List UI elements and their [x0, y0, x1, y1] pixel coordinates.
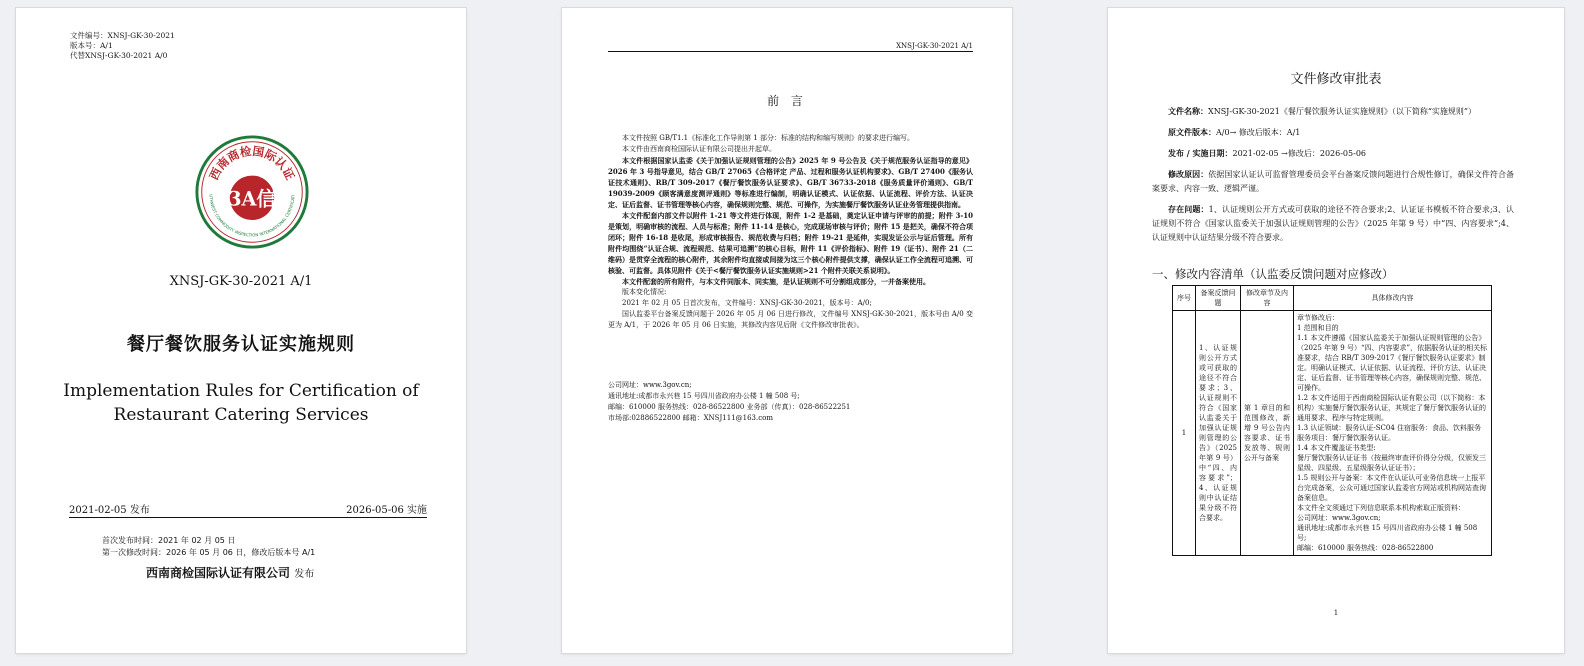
page-header: XNSJ-GK-30-2021 A/1 [608, 42, 973, 52]
revision-history [102, 535, 315, 559]
section-title: 一、修改内容清单（认监委反馈问题对应修改） [1152, 267, 1394, 281]
issues-row [1152, 202, 1514, 245]
seal-center-text: 3A信 [228, 187, 276, 211]
detail-line: 本文件全文须通过下列信息联系本机构索取正版资料： [1297, 504, 1465, 512]
foreword-paragraph: 2021 年 02 月 05 日首次发布，文件编号：XNSJ-GK-30-2021，版本号：A/0; [622, 299, 872, 307]
field-value: 1、认证规则公开方式或可获取的途径不符合要求;2、认证证书模板不符合要求;3、认证规则不符合《国家认监委关于加强认证规则管理的公告》（2025 年第 9 号）中“四、内容要求”;4、认证规则中认证结果分级不符合要求。 [1152, 205, 1514, 242]
market-email: 市场部:02886522800 邮箱：XNSJ111@163.com [608, 414, 774, 422]
table-row [1173, 311, 1492, 556]
table-header: 备案反馈问题 [1196, 286, 1241, 311]
replaces-version: 代替XNSJ-GK-30-2021 A/0 [70, 51, 168, 60]
contact-info [608, 380, 973, 424]
first-revision: 第一次修改时间：2026 年 05 月 06 日，修改后版本号 A/1 [102, 548, 316, 557]
detail-line: 通讯地址:成都市永兴巷 15 号四川省政府办公楼 1 幢 508 号; [1297, 524, 1478, 542]
table-header: 修改章节及内容 [1241, 286, 1294, 311]
document-page-cover [16, 8, 466, 653]
detail-line: 1.3 认证领域：服务认证-SC04 住宿服务：食品、饮料服务 [1297, 424, 1482, 432]
publish-date: 2021-02-05 发布 [69, 505, 150, 516]
table-header-row [1173, 286, 1492, 311]
row-index: 1 [1173, 311, 1196, 556]
postcode-hotline: 邮编：610000 服务热线：028-86522800 业务部（传真）：028-86522251 [608, 403, 851, 411]
certification-seal-logo [194, 134, 310, 250]
field-label: 发布 / 实施日期： [1168, 148, 1233, 158]
file-number: 文件编号：XNSJ-GK-30-2021 [70, 31, 175, 40]
field-label: 修改原因： [1168, 169, 1209, 179]
document-title-en [16, 379, 466, 427]
publish-effective-dates [69, 501, 427, 518]
document-page-foreword [562, 8, 1012, 653]
seal-bottom-text: UTHWEST COMMODITY INSPECTION INTERNATIONAL CERTIFICATI [208, 194, 296, 238]
approval-form-title: 文件修改审批表 [1290, 72, 1382, 87]
version-row [1152, 125, 1514, 140]
row-chapter: 第 1 章目的和范围修改，新增 9 号公告内容要求、证书发放等、规则公开与备案 [1241, 311, 1294, 556]
company-address: 通讯地址:成都市永兴巷 15 号四川省政府办公楼 1 幢 508 号; [608, 392, 800, 400]
first-release: 首次发布时间：2021 年 02 月 05 日 [102, 536, 236, 545]
field-value: A/0→ 修改后版本：A/1 [1216, 128, 1301, 137]
cover-meta [70, 31, 175, 61]
publisher-suffix: 发布 [294, 569, 315, 580]
detail-line: 公司网址：www.3gov.cn; [1297, 514, 1381, 522]
file-name-row [1152, 104, 1514, 119]
foreword-paragraph: 本文件配套内部文件以附件 1-21 等文件进行体现，附件 1-2 是基础，奠定认证申请与评审的前提；附件 3-10 是策划，明确审核的流程、人员与标准；附件 11-14 是核心，完成现场审核与评价；附件 15 是把关，确保不符合项闭环；附件 16-18 是收尾，形成审核报告、规范收费与归档；附件 19-21 是延伸，实现发证公示与证后管理。所有附件均围绕“认证合规、流程规范、结果可追溯”的核心目标，附件 11《评价指标》、附件 19（证书）、附件 21（二维码）是贯穿全流程的核心附件，其余附件均直接或间接为这三个核心附件提供支撑，确保认证工作全流程可追溯、可核验、可监督。具体见附件《关于<餐厅餐饮服务认证实施规则>21 个附件关联关系说明》。 [608, 211, 973, 275]
detail-line: 1.5 规则公开与备案：本文件在认证认可业务信息统一上报平台完成备案，公众可通过国家认监委官方网站或机构网站查询备案信息。 [1297, 474, 1486, 502]
approval-form-fields [1152, 104, 1514, 251]
detail-line: 服务项目：餐厅餐饮服务认证。 [1297, 434, 1395, 442]
foreword-paragraph: 本文件按照 GB/T1.1《标准化工作导则第 1 部分：标准的结构和编写规则》的要求进行编写。 [622, 134, 915, 142]
version-number: 版本号：A/1 [70, 41, 113, 50]
field-value: 2021-02-05 →修改后：2026-05-06 [1232, 149, 1366, 158]
field-label: 存在问题： [1168, 204, 1209, 214]
detail-line: 1.1 本文件遵循《国家认监委关于加强认证规则管理的公告》（2025 年第 9 号）“四、内容要求”，依据服务认证的相关标准要求，结合 RB/T 309-2017《餐厅餐饮服务认证要求》制定。明确认证模式、认证依据、认证流程、评价方法、认证决定、证后监督、证书管理等核心内容，确保规则完整、规范、可操作。 [1297, 334, 1488, 392]
foreword-paragraph: 版本变化情况: [622, 288, 667, 296]
publisher-name: 西南商检国际认证有限公司 [146, 566, 291, 580]
foreword-title: 前 言 [767, 94, 807, 108]
reason-row [1152, 167, 1514, 196]
title-en-line2: Restaurant Catering Services [113, 405, 369, 425]
detail-line: 邮编：610000 服务热线：028-86522800 [1297, 544, 1434, 552]
field-label: 文件名称： [1168, 106, 1208, 116]
dates-row [1152, 146, 1514, 161]
foreword-paragraph: 本文件由西南商检国际认证有限公司提出并起草。 [622, 145, 776, 153]
foreword-paragraph: 国认监委平台备案反馈问题于 2026 年 05 月 06 日进行修改，文件编号 XNSJ-GK-30-2021，版本号由 A/0 变更为 A/1，于 2026 年 05 月 06 日实施，其修改内容见后附《文件修改审批表》。 [608, 310, 973, 329]
table-header: 具体修改内容 [1294, 286, 1492, 311]
publisher [146, 564, 314, 581]
field-label: 原文件版本： [1168, 127, 1216, 137]
effective-date: 2026-05-06 实施 [346, 505, 427, 516]
title-en-line1: Implementation Rules for Certification of [63, 381, 419, 401]
row-problem: 1、认证规则公开方式或可获取的途径不符合要求；3、认证规则不符合《国家认监委关于加强认证规则管理的公告》（2025 年第 9 号）中“四、内容要求”；4、认证规则中认证结果分级不符合要求。 [1196, 311, 1241, 556]
detail-line: 章节修改后： [1297, 314, 1339, 322]
document-page-approval-form [1108, 8, 1564, 653]
detail-line: 餐厅餐饮服务认证证书（按最终审查评价得分分级，仅颁发三星级、四星级、五星级服务认证证书）； [1297, 454, 1486, 472]
detail-line: 1 范围和目的 [1297, 324, 1339, 332]
page-number: 1 [1333, 609, 1339, 617]
seal-top-text: 西南商检国际认证 [206, 143, 298, 183]
detail-line: 1.4 本文件覆盖证书类型: [1297, 444, 1376, 452]
row-detail [1294, 311, 1492, 556]
foreword-paragraph: 本文件配套的所有附件，与本文件同版本、同实施，是认证规则不可分割组成部分，一并备案使用。 [622, 277, 930, 286]
company-website: 公司网址：www.3gov.cn; [608, 381, 692, 389]
foreword-paragraph: 本文件根据国家认监委《关于加强认证规则管理的公告》2025 年 9 号公告及《关于规范服务认证指导的意见》2026 年 3 号指导意见，结合 GB/T 27065《合格评定 产品、过程和服务认证机构要求》、GB/T 27400《服务认证技术通则》、RB/T 309-2017《餐厅餐饮服务认证要求》、GB/T 36733-2018《服务质量评价通则》、GB/T 19039-2009《顾客满意度测评通则》等标准进行编制，明确认证模式、认证依据、认证流程、评价方法、认证决定、证后监督、证书管理等核心内容，确保规则完整、规范、可操作，为实施餐厅餐饮服务认证业务管理提供指南。 [608, 156, 973, 209]
modification-table [1172, 285, 1492, 556]
foreword-body [608, 133, 973, 331]
field-value: XNSJ-GK-30-2021《餐厅餐饮服务认证实施规则》（以下简称“实施规则”） [1208, 107, 1476, 116]
document-code: XNSJ-GK-30-2021 A/1 [169, 274, 313, 289]
document-title-cn: 餐厅餐饮服务认证实施规则 [127, 334, 355, 355]
field-value: 依据国家认证认可监督管理委员会平台备案反馈问题进行合规性修订，确保文件符合备案要求、内容一致、逻辑严谨。 [1152, 170, 1515, 193]
detail-line: 1.2 本文件适用于西南商检国际认证有限公司（以下简称：本机构）实施餐厅餐饮服务认证，其规定了餐厅餐饮服务认证的通用要求、程序与特定规则。 [1297, 394, 1486, 422]
table-header: 序号 [1173, 286, 1196, 311]
